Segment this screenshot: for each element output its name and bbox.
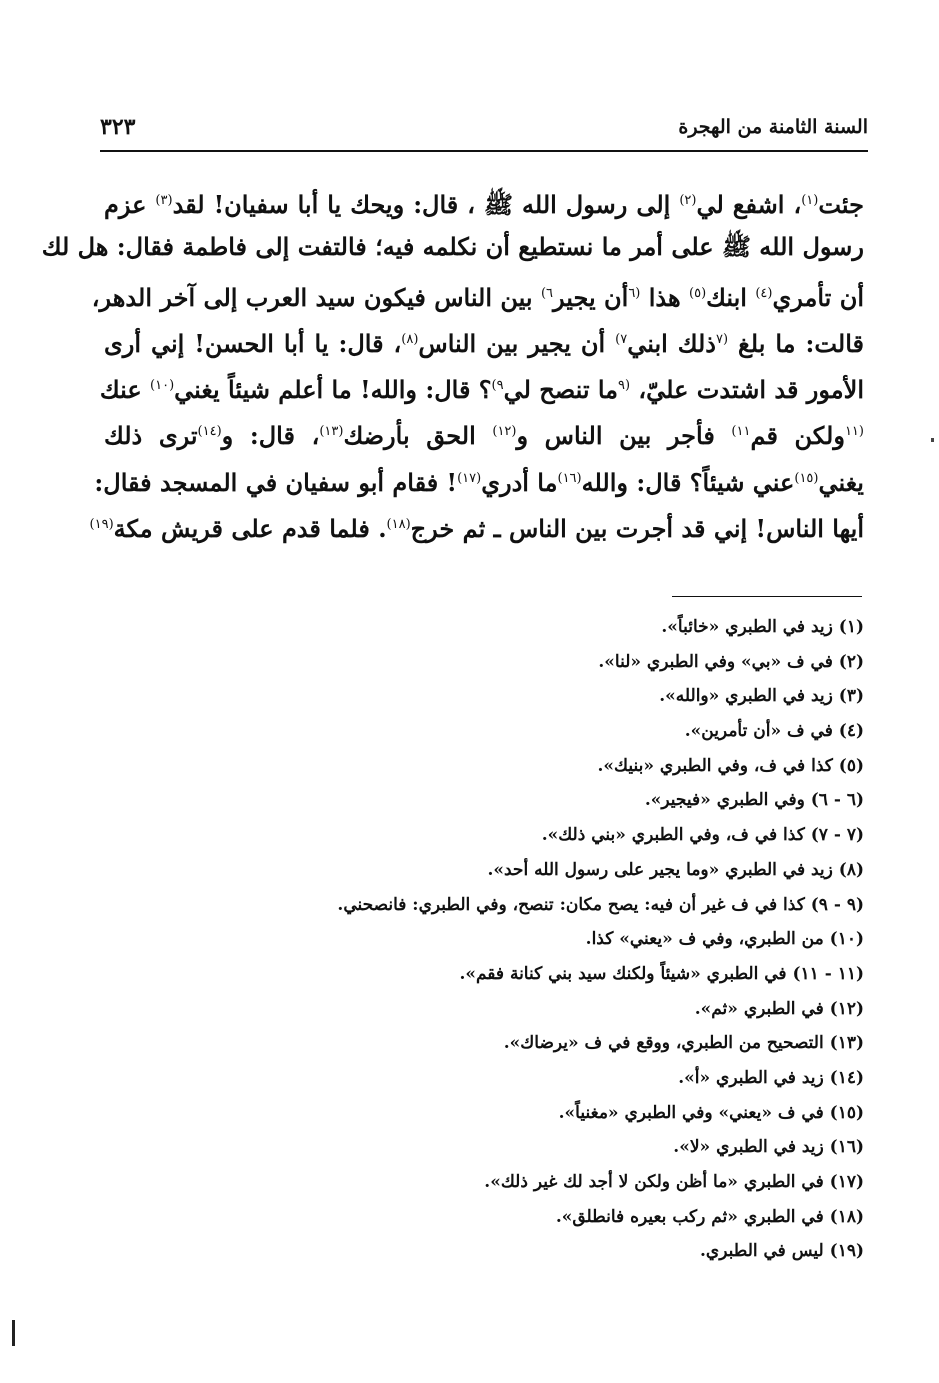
footnote-item: (١٦) زيد في الطبري «لا». [673,1137,864,1158]
footnote-item: (٢) في ف «بي» وفي الطبري «لنا». [598,651,864,672]
footnote-item: (٥) كذا في ف، وفي الطبري «بنيك». [597,755,864,776]
text-line: أيها الناس! إني قد أجرت بين الناس ـ ثم خرج$^{(١٨)}$. فلما قدم على قريش مكة$^{(١٩)}$ [89,514,864,544]
footnote-item: (١) زيد في الطبري «خائباً». [661,617,864,637]
footnote-item: (١٤) زيد في الطبري «أ». [678,1067,864,1088]
text-line: الأمور قد اشتدت عليّ، $^{(٩}$ما تنصح لي$^{٩)}$؟ قال: والله! ما أعلم شيئاً يغني$^{(١٠)}$ عنك [99,375,864,405]
margin-mark [931,438,934,442]
header-rule [100,150,868,152]
footnote-item: (٣) زيد في الطبري «والله». [659,686,864,707]
footnote-item: (١٠) من الطبري، وفي ف «يعني» كذا. [585,929,864,950]
footnote-item: (١١ - ١١) في الطبري «شيئاً ولكنك سيد بني كنانة فقم». [459,963,864,984]
edge-mark [12,1320,15,1346]
main-text [41,178,864,548]
text-line: قالت: ما بلغ $^{(٧}$ذلك ابني$^{٧)}$ أن يجير بين الناس$^{(٨)}$، قال: يا أبا الحسن! إني أرى [104,328,864,358]
footnote-item: (١٧) في الطبري «ما أظن ولكن لا أجد لك غير ذلك». [484,1172,864,1192]
text-line: $^{(١١}$ولكن قم$^{١١)}$ فأجر بين الناس و$^{(١٢)}$ الحق بأرضك$^{(١٣)}$، قال: و$^{(١٤)}$ترى ذلك [104,421,864,451]
footnotes [164,610,864,1269]
running-header [100,110,868,152]
footnote-item: (١٣) التصحيح من الطبري، ووقع في ف «يرضاك». [503,1033,864,1054]
footnote-item: (١٢) في الطبري «ثم». [694,998,864,1019]
footnote-item: (٧ - ٧) كذا في ف، وفي الطبري «بني ذلك». [541,825,864,846]
footnote-item: (١٨) في الطبري «ثم ركب بعيره فانطلق». [555,1206,864,1227]
footnote-item: (٦ - ٦) وفي الطبري «فيجير». [644,790,864,811]
text-line: أن تأمري$^{(٤)}$ ابنك$^{(٥)}$ هذا $^{(٦}$أن يجير$^{٦)}$ بين الناس فيكون سيد العرب إلى آخر الدهر، [91,282,864,312]
page-number: ٣٢٣ [100,114,136,140]
text-line: رسول الله ﷺ على أمر ما نستطيع أن نكلمه فيه؛ فالتفت إلى فاطمة فقال: هل لك [41,232,864,262]
footnote-item: (٩ - ٩) كذا في ف غير أن فيه: يصح مكان: تنصح، وفي الطبري: فانصحني. [337,894,864,915]
footnote-item: (١٩) ليس في الطبري. [700,1241,864,1262]
text-line: يغني$^{(١٥)}$عني شيئاً؟ قال: والله$^{(١٦)}$ما أدري$^{(١٧)}$! فقام أبو سفيان في المسجد فقال: [94,467,864,497]
footnote-item: (٨) زيد في الطبري «وما يجير على رسول الله أحد». [487,859,864,880]
footnote-separator [672,596,862,597]
chapter-title: السنة الثامنة من الهجرة [678,116,868,138]
footnote-item: (١٥) في ف «يعني» وفي الطبري «مغنياً». [558,1102,864,1123]
text-line: جئت$^{(١)}$، اشفع لي$^{(٢)}$ إلى رسول الله ﷺ ، قال: ويحك يا أبا سفيان! لقد$^{(٣)}$ عزم [104,190,864,219]
footnote-item: (٤) في ف «أن تأمرين». [684,721,864,742]
